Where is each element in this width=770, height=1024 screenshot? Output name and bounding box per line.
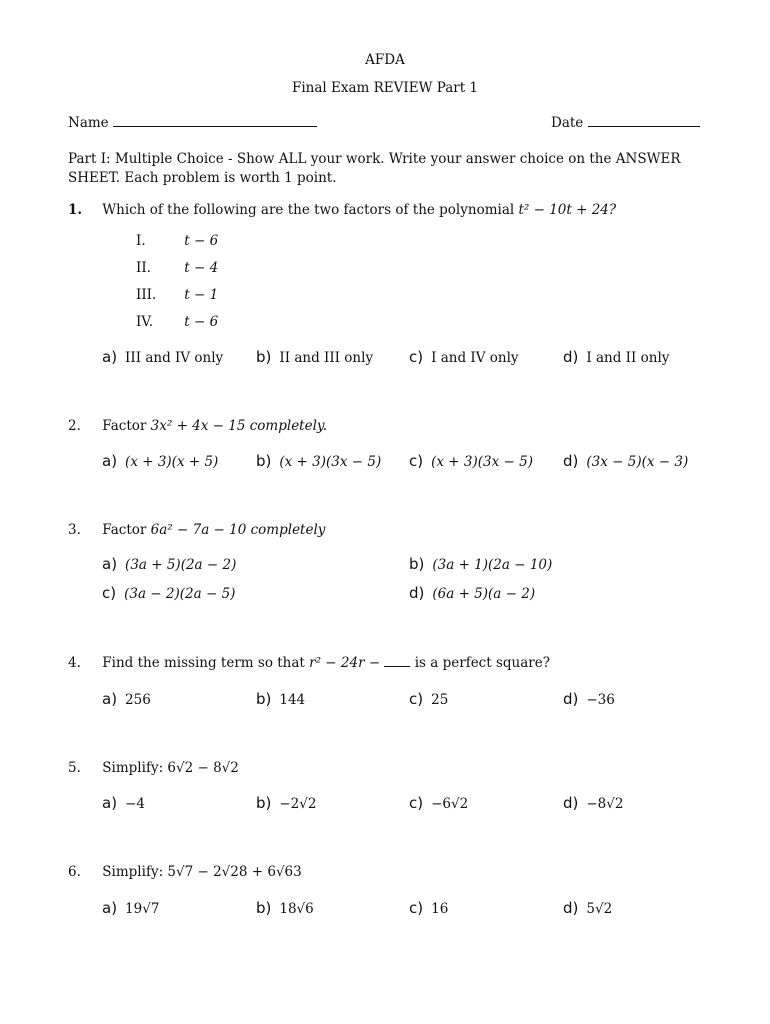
choice-3b[interactable] [409, 555, 552, 573]
roman-label: II. [136, 260, 151, 276]
choice-1d[interactable] [563, 348, 669, 366]
choice-label: d) [563, 899, 579, 917]
choice-5b[interactable] [256, 794, 316, 812]
question-math: r² − 24r − [309, 655, 381, 671]
question-prompt: Find the missing term so that [102, 655, 305, 671]
choice-label: b) [256, 452, 272, 470]
course-title: AFDA [365, 52, 405, 68]
choice-value: 256 [125, 692, 151, 708]
missing-term-blank [384, 654, 410, 667]
choice-1a[interactable] [102, 348, 223, 366]
choice-value: −36 [586, 692, 615, 708]
roman-option-1 [136, 233, 218, 249]
roman-option-3 [136, 287, 218, 303]
choice-4c[interactable] [409, 690, 448, 708]
choice-value: −4 [125, 796, 145, 812]
question-math: 6√2 − 8√2 [167, 760, 239, 776]
question-1 [68, 202, 616, 218]
question-number: 3. [68, 522, 81, 538]
choice-3c[interactable] [102, 584, 235, 602]
choice-6c[interactable] [409, 899, 448, 917]
question-math: 5√7 − 2√28 + 6√63 [167, 864, 302, 880]
choice-value: (3a + 5)(2a − 2) [125, 557, 237, 573]
choice-label: a) [102, 899, 118, 917]
choice-label: c) [409, 794, 424, 812]
choice-label: b) [256, 348, 272, 366]
choice-value: (x + 3)(x + 5) [125, 454, 219, 470]
date-blank[interactable] [588, 114, 700, 127]
question-prompt: Which of the following are the two factors of the polynomial [102, 202, 515, 218]
choice-1c[interactable] [409, 348, 519, 366]
choice-label: c) [409, 690, 424, 708]
question-prompt: Simplify: [102, 864, 164, 880]
choice-value: 19√7 [125, 901, 160, 917]
question-math: 3x² + 4x − 15 completely. [150, 418, 328, 434]
roman-label: I. [136, 233, 146, 249]
choice-value: I and IV only [431, 350, 519, 366]
question-number: 5. [68, 760, 81, 776]
choice-value: (6a + 5)(a − 2) [432, 586, 536, 602]
choice-4d[interactable] [563, 690, 615, 708]
choice-2c[interactable] [409, 452, 533, 470]
choice-label: c) [409, 348, 424, 366]
roman-value: t − 6 [184, 233, 219, 249]
choice-value: (x + 3)(3x − 5) [279, 454, 382, 470]
question-number: 6. [68, 864, 81, 880]
choice-value: 5√2 [586, 901, 613, 917]
choice-value: −2√2 [279, 796, 317, 812]
choice-label: c) [409, 452, 424, 470]
choice-5a[interactable] [102, 794, 145, 812]
choice-value: II and III only [279, 350, 374, 366]
choice-4a[interactable] [102, 690, 151, 708]
choice-value: 16 [431, 901, 449, 917]
instructions-line-1: Part I: Multiple Choice - Show ALL your work. Write your answer choice on the ANSWER [68, 151, 681, 167]
choice-label: a) [102, 690, 118, 708]
choice-3a[interactable] [102, 555, 236, 573]
choice-label: d) [563, 452, 579, 470]
roman-option-4 [136, 314, 218, 330]
roman-value: t − 1 [184, 287, 219, 303]
roman-option-2 [136, 260, 218, 276]
question-2 [68, 418, 327, 434]
choice-3d[interactable] [409, 584, 535, 602]
name-label: Name [68, 115, 109, 131]
question-tail: is a perfect square? [414, 655, 550, 671]
question-math: t² − 10t + 24? [518, 202, 617, 218]
question-4 [68, 654, 550, 671]
choice-value: −6√2 [431, 796, 469, 812]
choice-label: c) [409, 899, 424, 917]
choice-label: b) [256, 690, 272, 708]
choice-6b[interactable] [256, 899, 314, 917]
choice-value: 18√6 [279, 901, 314, 917]
question-prompt: Simplify: [102, 760, 164, 776]
choice-label: a) [102, 452, 118, 470]
question-prompt: Factor [102, 418, 147, 434]
roman-label: III. [136, 287, 157, 303]
choice-1b[interactable] [256, 348, 373, 366]
choice-value: −8√2 [586, 796, 624, 812]
choice-label: b) [256, 794, 272, 812]
name-blank[interactable] [113, 114, 317, 127]
question-6 [68, 864, 302, 880]
choice-label: c) [102, 584, 117, 602]
question-5 [68, 760, 239, 776]
choice-label: d) [409, 584, 425, 602]
choice-label: b) [409, 555, 425, 573]
instructions-line-2: SHEET. Each problem is worth 1 point. [68, 170, 337, 186]
name-field[interactable] [68, 114, 317, 131]
question-prompt: Factor [102, 522, 147, 538]
question-math: 6a² − 7a − 10 completely [150, 522, 326, 538]
choice-label: d) [563, 794, 579, 812]
question-number: 2. [68, 418, 81, 434]
question-number: 4. [68, 655, 81, 671]
choice-6a[interactable] [102, 899, 159, 917]
choice-value: I and II only [586, 350, 670, 366]
choice-label: a) [102, 348, 118, 366]
choice-label: d) [563, 690, 579, 708]
question-number: 1. [68, 202, 83, 218]
choice-label: b) [256, 899, 272, 917]
roman-value: t − 4 [184, 260, 219, 276]
choice-value: 25 [431, 692, 449, 708]
choice-label: d) [563, 348, 579, 366]
choice-value: (3x − 5)(x − 3) [586, 454, 689, 470]
choice-value: (3a + 1)(2a − 10) [432, 557, 553, 573]
question-3 [68, 522, 325, 538]
choice-value: 144 [279, 692, 306, 708]
choice-5d[interactable] [563, 794, 623, 812]
choice-4b[interactable] [256, 690, 305, 708]
choice-2a[interactable] [102, 452, 218, 470]
choice-value: III and IV only [125, 350, 224, 366]
roman-label: IV. [136, 314, 154, 330]
choice-label: a) [102, 555, 118, 573]
choice-5c[interactable] [409, 794, 468, 812]
date-field[interactable] [551, 114, 700, 131]
date-label: Date [551, 115, 584, 131]
choice-value: (x + 3)(3x − 5) [431, 454, 533, 470]
choice-6d[interactable] [563, 899, 612, 917]
choice-label: a) [102, 794, 118, 812]
choice-2b[interactable] [256, 452, 381, 470]
page-title: Final Exam REVIEW Part 1 [291, 80, 479, 96]
roman-value: t − 6 [184, 314, 219, 330]
choice-2d[interactable] [563, 452, 688, 470]
choice-value: (3a − 2)(2a − 5) [124, 586, 236, 602]
